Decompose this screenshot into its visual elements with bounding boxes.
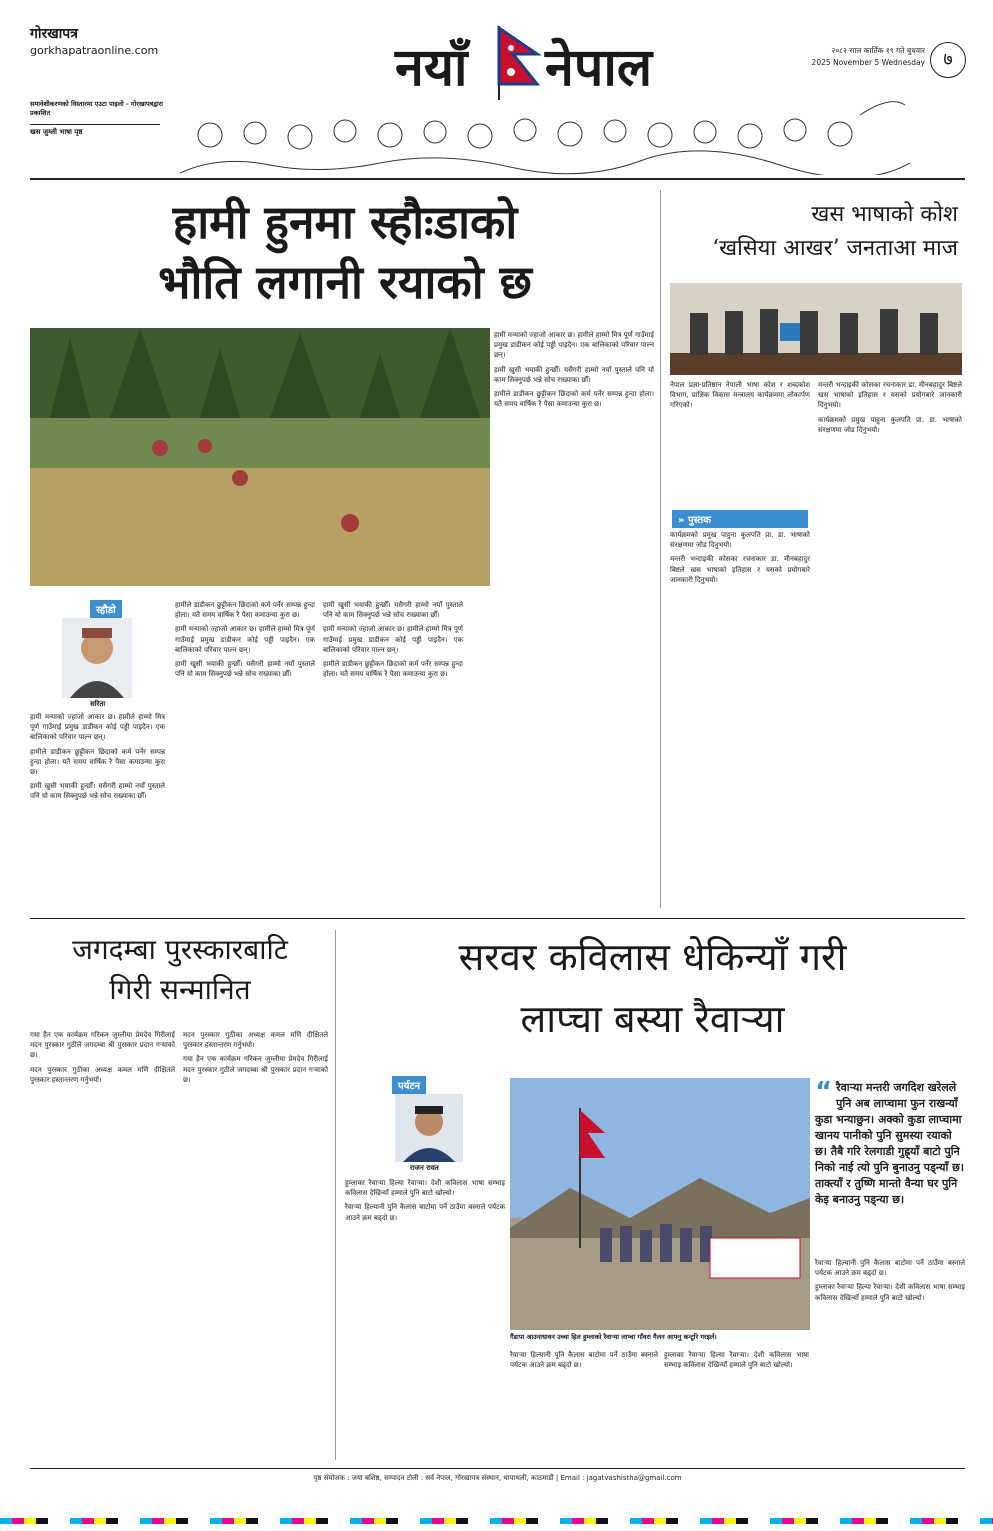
column-divider: [660, 190, 661, 908]
paragraph: गया हैन एक कार्यक्रम गरिकन जुम्लीया प्रेमदेव गिरीलाई मदन पुरस्कार गुठीले जगदम्बा श्री पुरस्कार प्रदान गऱ्याको छ।: [30, 1031, 175, 1060]
author-photo-icon: [395, 1094, 463, 1162]
paragraph: हामी खुसी भयाकी हुन्छौँ। यसैगरी हाम्मो नयाँ पुस्ताले पनि यो काम सिक्नुपर्छ भन्ने सोच राख्याका छौँ।: [175, 660, 315, 679]
paper-name: गोरखापत्र: [30, 26, 78, 42]
paragraph: हामी मन्याको ज्हाजो आकार छ। हामीले हाम्मो मित्र पूर्ण गाउँमाई प्रमुख डाडीकन कोई पड्डी पाइदैन। एक बालिकाको परिवार पाल्न छन्।: [323, 625, 463, 654]
article1-category: स्हौडो: [90, 600, 122, 618]
date-en: 2025 November 5 Wednesday: [811, 58, 925, 67]
paragraph: हामीले डाडीकन छुट्टीकन छिदाको कर्म पर्नेर सम्पन्न हुन्दा होला। यतै समय वार्षिक रै पैसा कमाउन्या कुरा छ।: [30, 747, 165, 777]
article4-pull-quote: [815, 1077, 965, 1208]
paragraph: गया हैन एक कार्यक्रम गरिकन जुम्लीया प्रेमदेव गिरीलाई मदन पुरस्कार गुठीले जगदम्बा श्री पुरस्कार प्रदान गऱ्याको छ।: [183, 1055, 328, 1084]
article3-headline-2: गिरी सन्मानित: [109, 973, 251, 1006]
article3-col1: [30, 1030, 175, 1460]
article2-col2: [818, 380, 962, 908]
article4-col4: [815, 1258, 965, 1460]
article4-col3: [664, 1350, 809, 1460]
footer-text: पृष्ठ संयोजक : जया बशिष्ठ, सम्पादन टोली : सर्व नेपाल, गोरखापत्र संस्थान, थापाथली, काठमाडौं | Email : jagatvashistha@gmail.com: [313, 1474, 682, 1482]
author-photo-icon: [62, 618, 132, 698]
paragraph: मन्तरी भन्दाइकी कोसका रचनाकार डा. मीनबहादुर बिष्टले खस भाषाको इतिहास र यसको प्रयोगबारे जानकारी दिनुभयो।: [670, 555, 810, 584]
divider: [30, 124, 160, 125]
article4-headline-2: लाप्चा बस्या रैवाऱ्या: [520, 997, 785, 1041]
article2-photo: [670, 283, 962, 375]
article2-headline-2: ‘खसिया आखर’ जनताआ माज: [712, 236, 958, 261]
pull-quote-text: रैवाऱ्या मन्तरी जगदिश खरेलले पुनि अब लाप्चामा फुन राखन्याँ कुडा भन्याछुन। अक्को कुडा लाप्चामा खानय पानीको पुनि सुमस्या रयाको छ। तैबै गरि रेलगाडी गुह्र्याँ बाटो पुनि निको नाई त्यो पुनि बुनाउनु पड्न्याँ छ। ताक्त्याँ र तुष्णि मान्तो वैन्या घर पुनि केइ बनाउनु पड्न्या छ।: [815, 1081, 965, 1206]
article1-author: सरिता: [90, 700, 106, 708]
paragraph: रैवाऱ्या हिल्यानी पुनि कैलास बाटोमा पर्ने ठाउँमा बस्नाले पर्यटक आउने क्रम बढ्दो छ।: [345, 1203, 505, 1222]
article2-caption: [670, 380, 810, 500]
article3-col2: [183, 1030, 328, 1460]
date-np: २०८२ साल कार्तिक १९ गते बुधवार: [831, 46, 925, 55]
masthead-rule: [30, 178, 965, 180]
article4-col1: [345, 1178, 505, 1460]
tagline: समावेशीकरणको विस्तारमा एउटा पाइलो - गोरखापत्रद्वारा प्रकाशित: [30, 100, 163, 117]
people-illustration-icon: [180, 85, 910, 175]
article1-headline-1: हामी हुनमा स्हौःडाको: [172, 195, 518, 249]
paragraph: हुम्लाका रैवाऱ्या हिल्या रैवाऱ्या। देशी कविलास भाषा सम्भाइ कविलास देखिन्याँ हम्माले पुनि बाटो खोल्यो।: [345, 1179, 505, 1198]
article4-headline-1: सरवर कविलास धेकिन्याँ गरी: [458, 935, 847, 979]
article1-col2: [175, 600, 315, 900]
paragraph: हामीले डाडीकन छुट्टीकन छिदाको कर्म पर्नेर सम्पन्न हुन्दा होला। यतै समय वार्षिक रै पैसा कमाउन्या कुरा छ।: [494, 390, 654, 409]
title-left: नयाँ: [395, 37, 468, 98]
article2-col1: [670, 530, 810, 908]
article1-col1: [30, 712, 165, 902]
paragraph: हामीले डाडीकन छुट्टीकन छिदाको कर्म पर्नेर सम्पन्न हुन्दा होला। यतै समय वार्षिक रै पैसा कमाउन्या कुरा छ।: [323, 660, 463, 679]
paragraph: हामी खुसी भयाकी हुन्छौँ। यसैगरी हाम्मो नयाँ पुस्ताले पनि यो काम सिक्नुपर्छ भन्ने सोच राख्याका छौँ।: [494, 365, 654, 384]
article1-headline-2: भौति लगानी रयाको छ: [158, 255, 532, 309]
paragraph: हामी मन्याको ज्हाजो आकार छ। हामीले हाम्मो मित्र पूर्ण गाउँमाई प्रमुख डाडीकन कोई पड्डी पाइदैन। एक बालिकाको परिवार पाल्न छन्।: [494, 331, 654, 360]
article4-photo-caption: गैंडापा आउनाधावन उच्चा हिल हुम्लाको रैवाऱ्या लाप्चा गाँवरा गैलन आफ्नु कन्टुरि गरइर्ल।: [510, 1333, 717, 1341]
article4-col2: [510, 1350, 658, 1460]
paragraph: मदन पुरस्कार गुठीका अध्यक्ष कमल मणि दीक्षितले पुरस्कार हस्तान्तरण गर्नुभयो।: [30, 1065, 175, 1084]
print-registration-bar: [0, 1518, 993, 1524]
photo-caption: नेपाल प्रज्ञा-प्रतिष्ठान नेपाली भाषा कोश र शब्दकोश विभाग, प्राज्ञिक विकास मन्त्रालय कार्यक्रममा लोकार्पण गरिएको।: [670, 381, 810, 410]
quote-icon: “: [815, 1077, 833, 1107]
article2-headline-1: खस भाषाको कोश: [811, 202, 958, 227]
page-number: ७: [930, 42, 966, 78]
article3-headline-1: जगदम्बा पुरस्कारबाटि: [72, 933, 288, 966]
paragraph: हामी खुसी भयाकी हुन्छौँ। यसैगरी हाम्मो नयाँ पुस्ताले पनि यो काम सिक्नुपर्छ भन्ने सोच राख्याका छौँ।: [30, 782, 165, 801]
paragraph: मन्तरी भन्दाइकी कोसका रचनाकार डा. मीनबहादुर बिष्टले खस भाषाको इतिहास र यसको प्रयोगबारे जानकारी दिनुभयो।: [818, 381, 962, 410]
section-rule: [30, 918, 965, 919]
footer-rule: [30, 1468, 965, 1469]
column-divider: [335, 930, 336, 1460]
article4-photo: [510, 1078, 810, 1330]
subhead-text: पुस्तक: [687, 515, 711, 526]
paragraph: रैवाऱ्या हिल्यानी पुनि कैलास बाटोमा पर्ने ठाउँमा बस्नाले पर्यटक आउने क्रम बढ्दो छ।: [815, 1259, 965, 1278]
article1-col4: [494, 330, 654, 900]
paragraph: कार्यक्रमको प्रमुख पाहुना कुलपति प्रा. डा. भाषाको संरक्षणमा जोड दिनुभयो।: [670, 531, 810, 550]
paragraph: रैवाऱ्या हिल्यानी पुनि कैलास बाटोमा पर्ने ठाउँमा बस्नाले पर्यटक आउने क्रम बढ्दो छ।: [510, 1351, 658, 1370]
section-label: खस जुम्ली भाषा पृष्ठ: [30, 128, 83, 136]
paragraph: मदन पुरस्कार गुठीका अध्यक्ष कमल मणि दीक्षितले पुरस्कार हस्तान्तरण गर्नुभयो।: [183, 1031, 328, 1050]
paragraph: हुम्लाका रैवाऱ्या हिल्या रैवाऱ्या। देशी कविलास भाषा सम्भाइ कविलास देखिन्याँ हम्माले पुनि बाटो खोल्यो।: [664, 1351, 809, 1370]
paragraph: कार्यक्रमको प्रमुख पाहुना कुलपति प्रा. डा. भाषाको संरक्षणमा जोड दिनुभयो।: [818, 415, 962, 434]
website[interactable]: gorkhapatraonline.com: [30, 44, 159, 57]
article4-author: राजन रावत: [410, 1164, 439, 1172]
article1-photo: [30, 328, 490, 586]
paragraph: हामी खुसी भयाकी हुन्छौँ। यसैगरी हाम्मो नयाँ पुस्ताले पनि यो काम सिक्नुपर्छ भन्ने सोच राख्याका छौँ।: [323, 601, 463, 620]
paragraph: हामीले डाडीकन छुट्टीकन छिदाको कर्म पर्नेर सम्पन्न हुन्दा होला। यतै समय वार्षिक रै पैसा कमाउन्या कुरा छ।: [175, 601, 315, 620]
paragraph: हामी मन्याको ज्हाजो आकार छ। हामीले हाम्मो मित्र पूर्ण गाउँमाई प्रमुख डाडीकन कोई पड्डी पाइदैन। एक बालिकाको परिवार पाल्न छन्।: [175, 625, 315, 654]
article1-col3: [323, 600, 463, 900]
paragraph: हुम्लाका रैवाऱ्या हिल्या रैवाऱ्या। देशी कविलास भाषा सम्भाइ कविलास देखिन्याँ हम्माले पुनि बाटो खोल्यो।: [815, 1283, 965, 1302]
paragraph: हामी मन्याको ज्हाजो आकार छ। हामीले हाम्मो मित्र पूर्ण गाउँमाई प्रमुख डाडीकन कोई पड्डी पाइदैन। एक बालिकाको परिवार पाल्न छन्।: [30, 713, 165, 742]
article4-category: पर्यटन: [392, 1076, 426, 1094]
title-right: नेपाल: [545, 37, 653, 98]
article2-subhead: » पुस्तक: [672, 510, 808, 528]
